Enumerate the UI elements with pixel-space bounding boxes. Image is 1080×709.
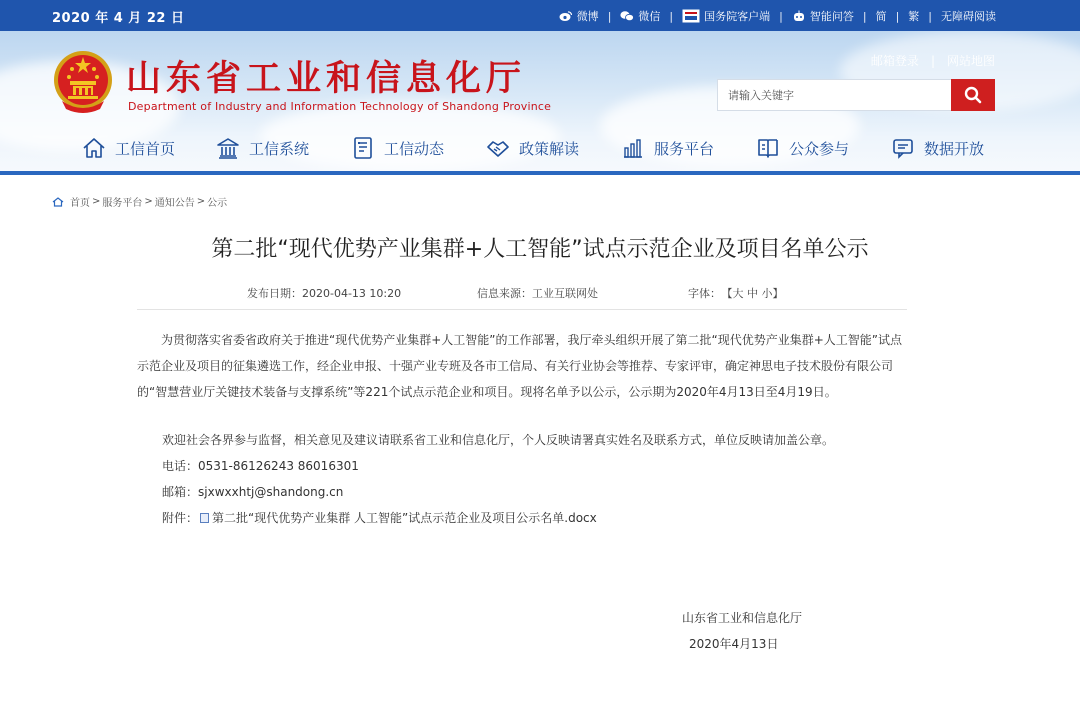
breadcrumb-services[interactable]: 服务平台 (102, 198, 143, 209)
weibo-label: 微博 (576, 10, 599, 23)
state-council-app-link[interactable] (682, 8, 770, 24)
header-links (871, 52, 995, 69)
nav-item-open-data[interactable] (891, 136, 984, 160)
breadcrumb-separator: > (196, 196, 206, 207)
publish-date (247, 285, 401, 301)
nav-label: 数据开放 (924, 139, 985, 158)
attachment-link[interactable]: 第二批“现代优势产业集群 人工智能”试点示范企业及项目公示名单.docx (212, 511, 597, 525)
info-source-label: 信息来源： (477, 287, 532, 300)
handshake-icon (486, 136, 510, 160)
state-council-app-label: 国务院客户端 (704, 10, 771, 23)
signature-date: 2020年4月13日 (689, 637, 779, 651)
font-size-label: 字体： (688, 287, 721, 300)
nav-item-services[interactable] (621, 136, 714, 160)
top-bar (0, 0, 1080, 31)
document-icon (351, 136, 375, 160)
building-icon (216, 136, 240, 160)
weibo-icon (559, 10, 573, 22)
traditional-chinese-link[interactable]: 繁 (908, 10, 920, 23)
nav-label: 工信系统 (249, 139, 310, 158)
nav-item-participation[interactable] (756, 136, 849, 160)
email-line (162, 483, 343, 500)
divider: | (928, 9, 932, 23)
search-button[interactable] (951, 79, 995, 111)
robot-icon (792, 10, 806, 22)
breadcrumb-current[interactable]: 公示 (207, 198, 228, 209)
publish-date-value: 2020-04-13 10:20 (302, 287, 402, 300)
bar-chart-icon (621, 136, 645, 160)
mail-login-link[interactable]: 邮箱登录 (870, 54, 919, 68)
nav-item-home[interactable] (82, 136, 175, 160)
search-bar (717, 79, 995, 111)
search-input[interactable] (717, 79, 951, 111)
breadcrumb (52, 194, 227, 209)
site-logo-title[interactable]: 山东省工业和信息化厅 (126, 58, 527, 99)
divider: | (669, 9, 674, 23)
home-icon (52, 197, 64, 207)
email-label: 邮箱： (162, 485, 199, 499)
attachment-line (162, 509, 597, 526)
email-value: sjxwxxhtj@shandong.cn (198, 485, 344, 499)
divider: | (862, 9, 867, 23)
site-logo-subtitle: Department of Industry and Information Technology of Shandong Province (128, 100, 552, 113)
wechat-label: 微信 (638, 10, 661, 23)
chat-icon (891, 136, 915, 160)
font-size-control (688, 285, 784, 301)
info-source (477, 285, 598, 301)
info-source-value: 工业互联网处 (532, 287, 598, 300)
search-icon (964, 86, 982, 104)
home-icon (82, 136, 106, 160)
main-nav (0, 132, 1080, 170)
docx-file-icon (200, 513, 209, 523)
nav-item-news[interactable] (351, 136, 444, 160)
signature-org: 山东省工业和信息化厅 (682, 611, 803, 625)
breadcrumb-home[interactable]: 首页 (70, 198, 90, 209)
accessibility-link[interactable]: 无障碍阅读 (941, 10, 996, 23)
supervision-notice: 欢迎社会各界参与监督，相关意见及建议请联系省工业和信息化厅，个人反映请署真实姓名及联系方式，单位反映请加盖公章。 (162, 433, 835, 447)
nav-label: 公众参与 (789, 139, 850, 158)
font-size-options[interactable]: 【大 中 小】 (727, 287, 784, 300)
nav-label: 工信首页 (115, 139, 176, 158)
top-links (559, 8, 996, 24)
simplified-chinese-link[interactable]: 简 (875, 10, 887, 23)
phone-label: 电话： (162, 459, 199, 473)
nav-item-system[interactable] (216, 136, 309, 160)
article-body (137, 327, 907, 405)
breadcrumb-separator: > (92, 196, 101, 207)
wechat-link[interactable] (620, 8, 660, 24)
divider: | (930, 53, 935, 68)
nav-underline (0, 171, 1080, 175)
sitemap-link[interactable]: 网站地图 (946, 54, 995, 68)
divider: | (895, 9, 900, 23)
phone-value: 0531-86126243 86016301 (198, 459, 359, 473)
nav-label: 服务平台 (654, 139, 715, 158)
phone-line (162, 457, 359, 474)
current-date: 2020 年 4 月 22 日 (52, 11, 185, 26)
smart-qa-label: 智能问答 (809, 10, 854, 23)
title-divider (137, 309, 907, 310)
weibo-link[interactable] (559, 8, 599, 24)
nav-label: 政策解读 (519, 139, 580, 158)
article-body-text: 为贯彻落实省委省政府关于推进“现代优势产业集群+人工智能”的工作部署，我厅牵头组织开展了第二批“现代优势产业集群+人工智能”试点示范企业及项目的征集遴选工作，经企业申报、十强产业专班及各市工信局、有关行业协会等推荐、专家评审，确定神思电子技术股份有限公司的“智慧营业厅关键技术装备与支撑系统”等221个试点示范企业和项目。现将名单予以公示，公示期为2020年4月13日至4月19日。 (137, 333, 902, 399)
article-title: 第二批“现代优势产业集群+人工智能”试点示范企业及项目名单公示 (211, 237, 869, 262)
smart-qa-link[interactable] (792, 8, 854, 24)
breadcrumb-notices[interactable]: 通知公告 (154, 198, 195, 209)
national-emblem-icon (52, 49, 114, 115)
breadcrumb-separator: > (144, 196, 153, 207)
nav-label: 工信动态 (384, 139, 445, 158)
attachment-label: 附件： (162, 511, 199, 525)
nav-item-policy[interactable] (486, 136, 579, 160)
divider: | (779, 9, 783, 23)
state-council-app-icon (682, 9, 700, 23)
wechat-icon (620, 10, 634, 22)
publish-date-label: 发布日期： (247, 287, 302, 300)
book-icon (756, 136, 780, 160)
divider: | (607, 9, 612, 23)
